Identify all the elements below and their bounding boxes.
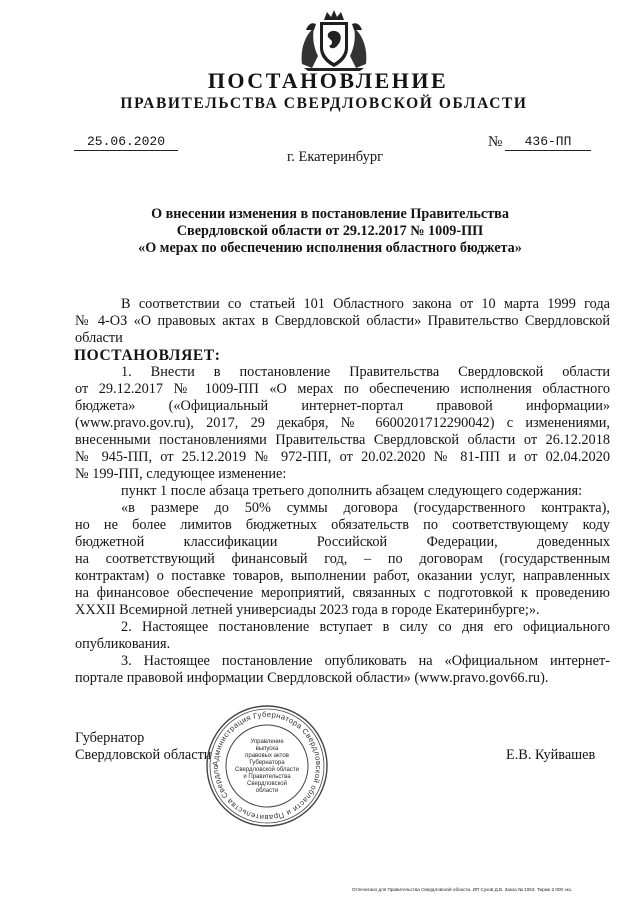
text-line: № 4-ОЗ «О правовых актах в Свердловской области» Правительство Свердловской bbox=[75, 313, 610, 329]
text-line: портале правовой информации Свердловской области» (www.pravo.gov66.ru). bbox=[75, 670, 549, 686]
seal-center-line: области bbox=[255, 788, 279, 794]
position-line: Свердловской области bbox=[75, 747, 212, 763]
quote-line: «в размере до 50% суммы договора (государственного контракта), bbox=[121, 500, 610, 516]
document-type-title: ПОСТАНОВЛЕНИЕ bbox=[207, 68, 449, 93]
text-line: № 199-ПП, следующее изменение: bbox=[75, 466, 287, 482]
quote-line: бюджетной классификации Российской Федерации, доведенных bbox=[75, 534, 610, 550]
text-line: от 29.12.2017 № 1009-ПП «О мерах по обеспечению исполнения областного bbox=[75, 381, 610, 397]
position-line: Губернатор bbox=[75, 730, 145, 746]
text-line: № 945-ПП, от 25.12.2019 № 972-ПП, от 20.02.2020 № 81-ПП и от 02.04.2020 bbox=[75, 449, 610, 465]
text-line: 1. Внести в постановление Правительства Свердловской области bbox=[121, 364, 610, 380]
intro-paragraph bbox=[75, 296, 610, 347]
quote-line: но не более лимитов бюджетных обязательств по соответствующему коду bbox=[75, 517, 610, 533]
seal-center-line: Управление bbox=[250, 739, 284, 745]
quote-line: на соответствующий финансовый год, – по договорам (государственным bbox=[75, 551, 610, 567]
signatory-position bbox=[75, 730, 211, 764]
seal-center-line: и Правительства bbox=[243, 774, 291, 780]
text-line: 2. Настоящее постановление вступает в силу со дня его официального bbox=[121, 619, 610, 635]
document-date: 25.06.2020 bbox=[74, 134, 178, 151]
seal-ring-text: Администрация Губернатора Свердловской области и Правительства Свердло bbox=[210, 709, 324, 823]
quote-line: XXXII Всемирной летней универсиады 2023 года в городе Екатеринбурге;». bbox=[75, 602, 540, 618]
decree-word: ПОСТАНОВЛЯЕТ: bbox=[74, 347, 221, 364]
document-heading bbox=[96, 206, 564, 257]
text-line: опубликования. bbox=[75, 636, 171, 652]
print-footer: Отпечатано для Правительства Свердловской области. ИП Сухов Д.В. Заказ № 1063. Тираж 2 000 экз. bbox=[352, 887, 573, 892]
heading-line: «О мерах по обеспечению исполнения областного бюджета» bbox=[138, 240, 522, 256]
heading-line: О внесении изменения в постановление Правительства bbox=[151, 206, 509, 222]
official-stamp bbox=[204, 703, 330, 829]
text-line: 3. Настоящее постановление опубликовать на «Официальном интернет- bbox=[121, 653, 610, 669]
city-label: г. Екатеринбург bbox=[286, 149, 384, 165]
heading-line: Свердловской области от 29.12.2017 № 1009-ПП bbox=[176, 223, 484, 239]
text-line: области bbox=[75, 330, 123, 346]
text-line: (www.pravo.gov.ru), 2017, 29 декабря, № 6600201712290042) с изменениями, bbox=[75, 415, 610, 431]
document-number: 436-ПП bbox=[505, 134, 591, 151]
body-text bbox=[75, 364, 610, 687]
text-line: пункт 1 после абзаца третьего дополнить абзацем следующего содержания: bbox=[121, 483, 583, 499]
number-label: № bbox=[488, 134, 503, 150]
text-line: бюджета» («Официальный интернет-портал правовой информации» bbox=[75, 398, 610, 414]
text-line: В соответствии со статьей 101 Областного закона от 10 марта 1999 года bbox=[121, 296, 610, 312]
seal-center-line: Свердловской области bbox=[234, 767, 300, 773]
seal-center-line: Свердловской bbox=[247, 781, 287, 787]
seal-center-line: Губернатора bbox=[249, 760, 285, 766]
seal-center-line: выпуска bbox=[255, 746, 279, 752]
coat-of-arms-emblem-icon bbox=[296, 8, 372, 72]
text-line: внесенными постановлениями Правительства Свердловской области от 26.12.2018 bbox=[75, 432, 610, 448]
quote-line: контрактам) о поставке товаров, выполнении работ, оказании услуг, направленных bbox=[75, 568, 610, 584]
signatory-name: Е.В. Куйвашев bbox=[506, 747, 596, 763]
quote-line: на финансовое обеспечение мероприятий, связанных с подготовкой к проведению bbox=[75, 585, 610, 601]
issuer-subtitle: ПРАВИТЕЛЬСТВА СВЕРДЛОВСКОЙ ОБЛАСТИ bbox=[120, 95, 528, 112]
seal-center-line: правовых актов bbox=[245, 753, 289, 759]
